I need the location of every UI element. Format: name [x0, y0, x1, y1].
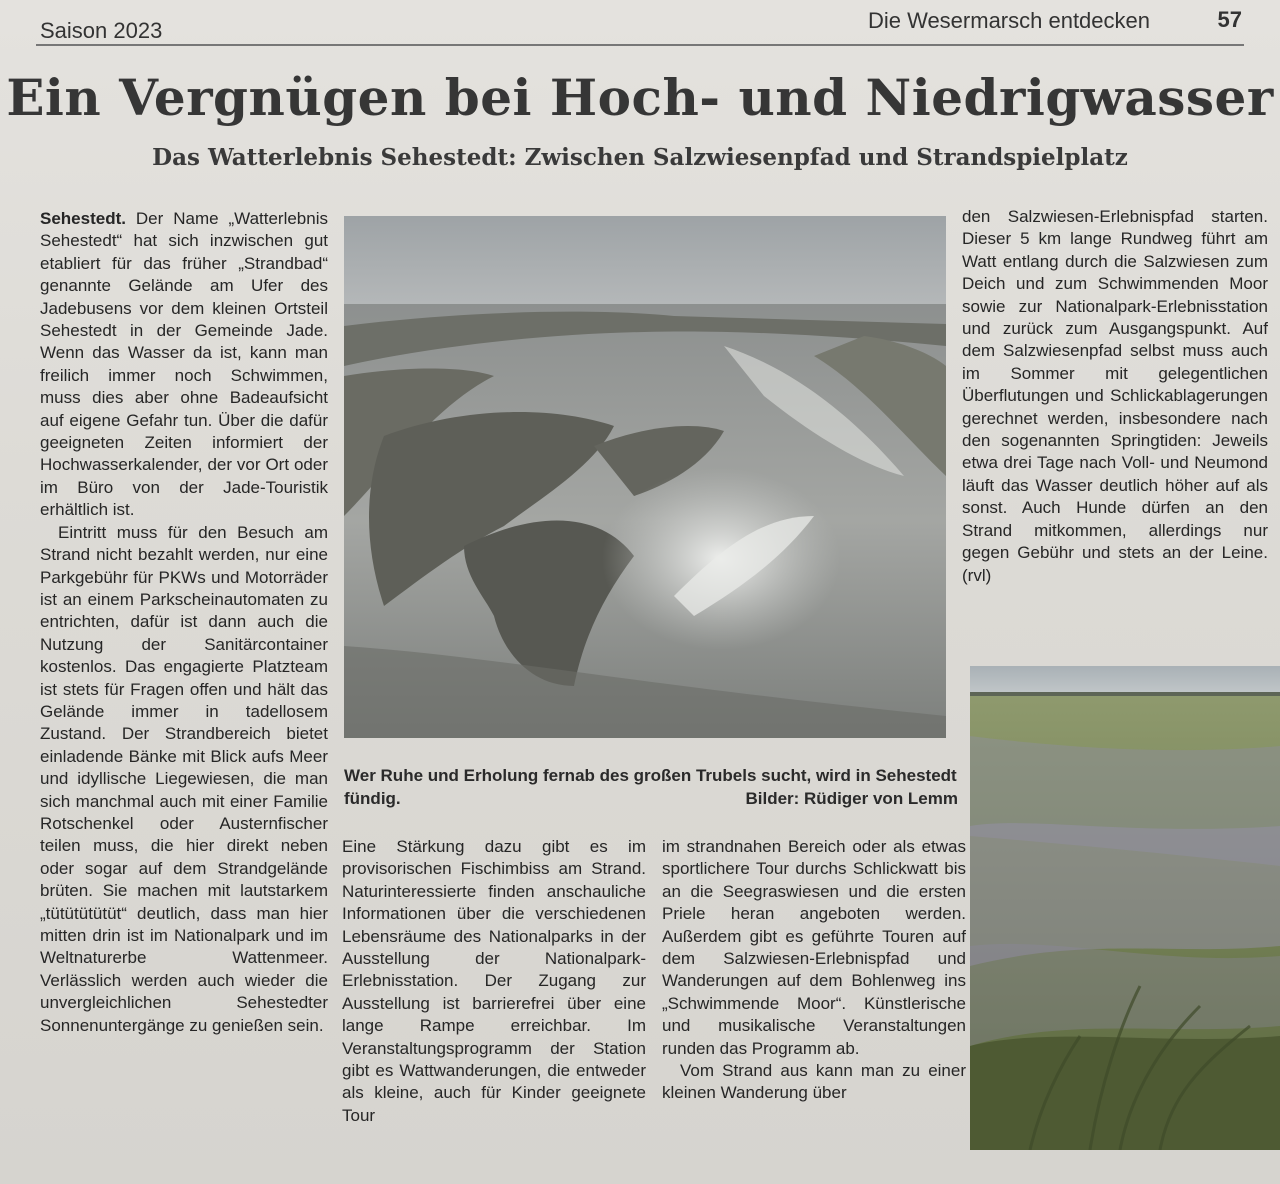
- author-initials: (rvl): [962, 565, 992, 585]
- page-number: 57: [1217, 7, 1242, 32]
- subheadline: Das Watterlebnis Sehestedt: Zwischen Salzwiesenpfad und Strandspielplatz: [152, 144, 1128, 171]
- section-label: Die Wesermarsch entdecken: [867, 8, 1150, 33]
- photo-salt-marsh: [970, 666, 1280, 1150]
- season-label: Saison 2023: [40, 18, 163, 43]
- paragraph-text: Der Name „Watterlebnis Sehestedt“ hat sich inzwischen gut etabliert für das früher „Strandbad“ genannte Gelände am Ufer des Jadebusens vor dem kleinen Ortsteil Sehestedt in der Gemeinde Jade. Wenn das Wasser da ist, kann man freilich immer noch Schwimmen, muss dies aber ohne Badeaufsicht auf eigene Gefahr tun. Über die dafür geeigneten Zeiten informiert der Hochwasserkalender, der vor Ort oder im Büro von der Jade-Touristik erhältlich ist.: [40, 209, 328, 520]
- dateline: Sehestedt.: [40, 209, 126, 228]
- salt-marsh-image: [970, 666, 1280, 1150]
- tidal-flats-image: [344, 216, 946, 738]
- paragraph: Vom Strand aus kann man zu einer kleinen Wanderung über: [662, 1061, 966, 1103]
- paragraph: im strandnahen Bereich oder als etwas sportlichere Tour durchs Schlickwatt bis an die Seegraswiesen und die ersten Priele heran angeboten werden. Außerdem gibt es geführte Touren auf dem Salzwiesen-Erlebnispfad und Wanderungen auf dem Bohlenweg ins „Schwimmende Moor“. Künstlerische und musikalische Veranstaltungen runden das Programm ab.: [662, 837, 966, 1058]
- article-column-3: [662, 836, 966, 1105]
- article-column-4: [962, 206, 1268, 587]
- paragraph: Eine Stärkung dazu gibt es im provisorischen Fischimbiss am Strand. Naturinteressierte finden anschauliche Informationen über die verschiedenen Lebensräume des Nationalparks in der Ausstellung der Nationalpark-Erlebnisstation. Der Zugang zur Ausstellung ist barrierefrei über eine lange Rampe erreichbar. Im Veranstaltungsprogramm der Station gibt es Wattwanderungen, die entweder als kleine, auch für Kinder geeignete Tour: [342, 837, 646, 1125]
- paragraph: Eintritt muss für den Besuch am Strand nicht bezahlt werden, nur eine Parkgebühr für PKWs und Motorräder ist an einem Parkscheinautomaten zu entrichten, dafür ist dann auch die Nutzung der Sanitärcontainer kostenlos. Das engagierte Platzteam ist stets für Fragen offen und hält das Gelände immer in tadellosem Zustand. Der Strandbereich bietet einladende Bänke mit Blick aufs Meer und idyllische Liegewiesen, die man sich manchmal auch mit einer Familie Rotschenkel oder Austernfischer teilen muss, die hier direkt neben oder sogar auf dem Strandgelände brüten. Sie machen mit lautstarkem „tütütütütüt“ deutlich, dass man hier mitten drin ist im Nationalpark und im Weltnaturerbe Wattenmeer. Verlässlich werden auch wieder die unvergleichlichen Sehestedter Sonnenuntergänge zu genießen sein.: [40, 522, 328, 1035]
- paragraph-text: den Salzwiesen-Erlebnispfad starten. Dieser 5 km lange Rundweg führt am Watt entlang durch die Salzwiesen zum Deich und zum Schwimmenden Moor sowie zur Nationalpark-Erlebnisstation und zurück zum Ausgangspunkt. Auf dem Salzwiesenpfad selbst muss auch im Sommer mit gelegentlichen Überflutungen und Schlickablagerungen gerechnet werden, insbesondere nach den sogenannten Springtiden: Jeweils etwa drei Tage nach Voll- und Neumond läuft das Wasser deutlich höher auf als sonst. Auch Hunde dürfen an den Strand mitkommen, allerdings nur gegen Gebühr und stets an der Leine.: [962, 207, 1268, 563]
- photo-caption: [344, 764, 958, 810]
- photo-credit: Bilder: Rüdiger von Lemm: [745, 789, 958, 808]
- header-rule: [36, 44, 1244, 46]
- headline: Ein Vergnügen bei Hoch- und Niedrigwasser: [6, 68, 1274, 127]
- article-column-1: [40, 208, 328, 1037]
- photo-tidal-flats: [344, 216, 946, 738]
- caption-text: Wer Ruhe und Erholung fernab des großen Trubels sucht, wird in Sehestedt fündig.: [344, 766, 957, 808]
- paragraph: [40, 208, 328, 522]
- article-column-2: [342, 836, 646, 1127]
- paragraph: [962, 206, 1268, 587]
